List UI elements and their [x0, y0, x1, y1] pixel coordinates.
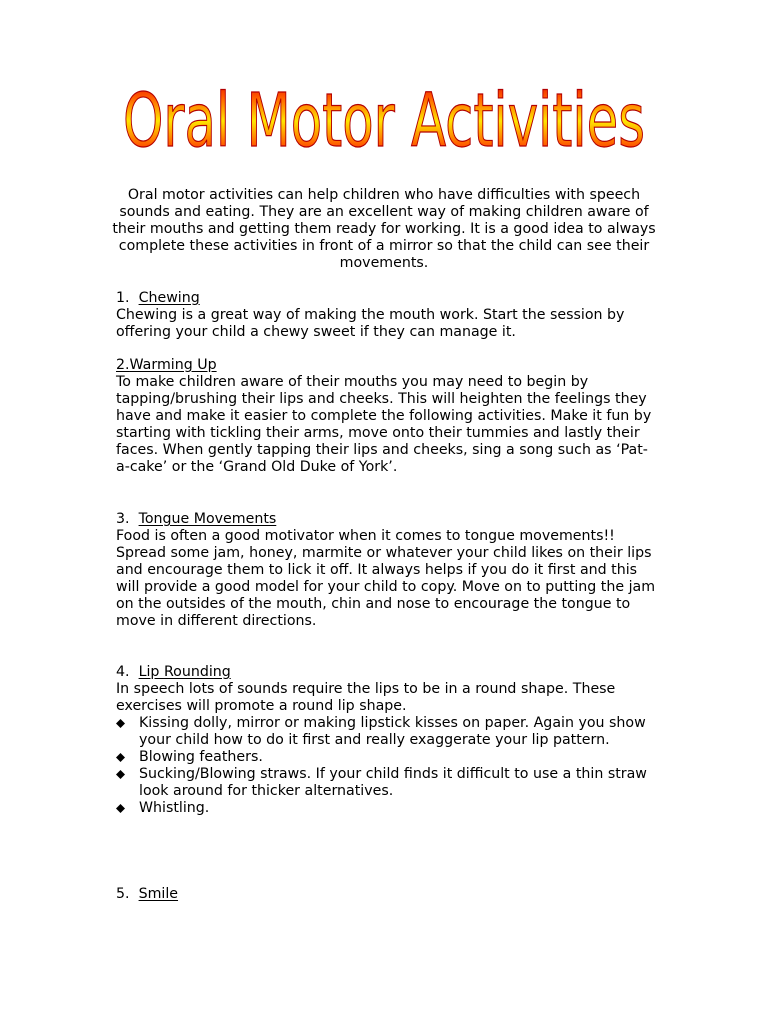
diamond-bullet-icon — [116, 804, 125, 813]
section-lip-rounding — [116, 664, 656, 817]
section-tongue-movements — [116, 511, 656, 630]
list-item — [116, 749, 656, 766]
diamond-bullet-icon — [116, 719, 125, 728]
list-item — [116, 800, 656, 817]
list-item-text: Whistling. — [139, 800, 210, 816]
diamond-bullet-icon — [116, 753, 125, 762]
title-wordart-graphic — [0, 70, 768, 160]
section-warming-up — [116, 357, 656, 476]
section-number: 3. — [116, 511, 130, 527]
section-number: 5. — [116, 886, 130, 902]
section-title: Tongue Movements — [138, 511, 277, 527]
intro-paragraph: Oral motor activities can help children who have difficulties with speech sounds and eating. They are an excellent way of making children aware of their mouths and getting them ready for working. It is a good idea to always complete these activities in front of a mirror so that the child can see their movements. — [112, 187, 656, 271]
title-wordart — [0, 70, 768, 160]
section-text: Chewing is a great way of making the mouth work. Start the session by offering your child a chewy sweet if they can manage it. — [116, 307, 625, 340]
diamond-bullet-icon — [116, 770, 125, 779]
section-heading — [116, 886, 656, 903]
section-number: 1. — [116, 290, 130, 306]
list-item-text: Sucking/Blowing straws. If your child finds it difficult to use a thin straw look around for thicker alternatives. — [139, 766, 647, 799]
section-smile — [116, 886, 656, 903]
section-heading — [116, 664, 656, 681]
section-text: To make children aware of their mouths you may need to begin by tapping/brushing their lips and cheeks. This will heighten the feelings they have and make it easier to complete the following activities. Make it fun by starting with tickling their arms, move onto their tummies and lastly their faces. When gently tapping their lips and cheeks, sing a song such as ‘Pat-a-cake’ or the ‘Grand Old Duke of York’. — [116, 374, 652, 475]
section-text: Food is often a good motivator when it comes to tongue movements!! Spread some jam, honey, marmite or whatever your child likes on their lips and encourage them to lick it off. It always helps if you do it first and this will provide a good model for your child to copy. Move on to putting the jam on the outsides of the mouth, chin and nose to encourage the tongue to move in different directions. — [116, 528, 656, 629]
section-number: 4. — [116, 664, 130, 680]
section-chewing — [116, 290, 656, 341]
list-item-text: Kissing dolly, mirror or making lipstick kisses on paper. Again you show your child how to do it first and really exaggerate your lip pattern. — [139, 715, 646, 748]
section-title: Chewing — [138, 290, 200, 306]
section-title: Warming Up — [129, 357, 217, 373]
list-item — [116, 766, 656, 800]
section-heading — [116, 357, 656, 374]
list-item-text: Blowing feathers. — [139, 749, 263, 765]
page-title: Oral Motor Activities — [123, 78, 645, 160]
section-text: In speech lots of sounds require the lips to be in a round shape. These exercises will promote a round lip shape. — [116, 681, 616, 714]
section-heading — [116, 290, 656, 307]
bullet-list — [116, 715, 656, 817]
section-heading — [116, 511, 656, 528]
section-number: 2. — [116, 357, 130, 373]
section-title: Lip Rounding — [138, 664, 231, 680]
list-item — [116, 715, 656, 749]
section-title: Smile — [138, 886, 179, 902]
